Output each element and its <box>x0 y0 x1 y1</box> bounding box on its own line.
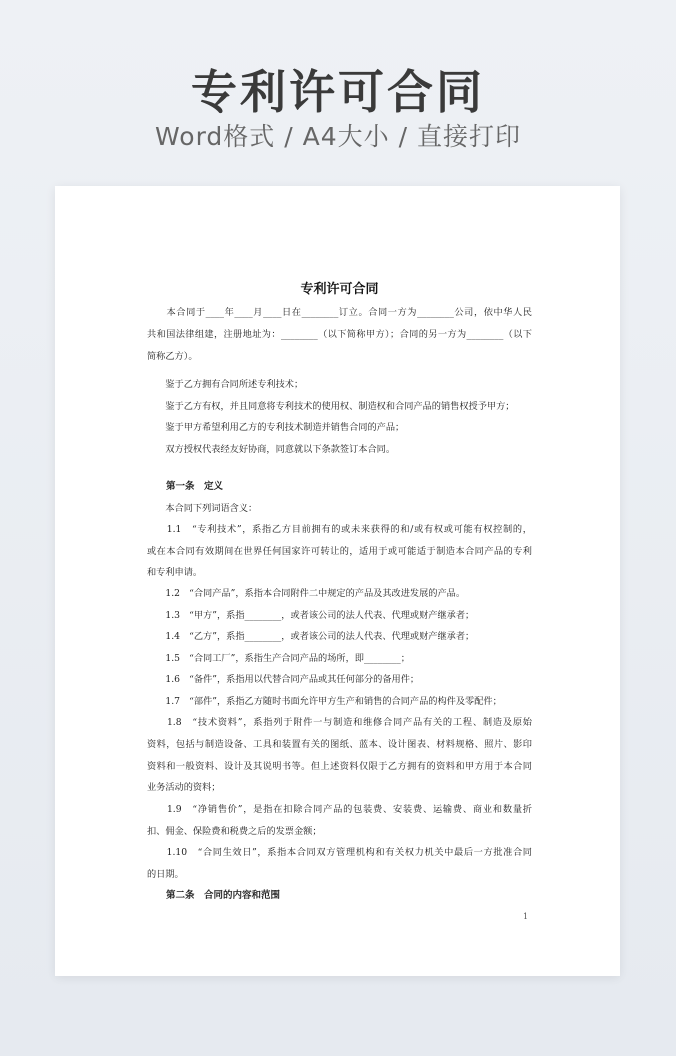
paragraph-line: 1.8 “技术资料”，系指列于附件一与制造和维修合同产品有关的工程、制造及原始 <box>147 717 532 728</box>
banner-title: 专利许可合同 <box>191 65 485 119</box>
paragraph-line: 1.3 “甲方”，系指________，或者该公司的法人代表、代理或财产继承者； <box>147 610 475 621</box>
paragraph-line: 1.2 “合同产品”，系指本合同附件二中规定的产品及其改进发展的产品。 <box>147 588 466 599</box>
paragraph-line: 资料，包括与制造设备、工具和装置有关的图纸、蓝本、设计图表、材料规格、照片、影印 <box>147 739 532 750</box>
section-heading: 第一条 定义 <box>147 481 224 492</box>
banner-subtitle: Word格式 / A4大小 / 直接打印 <box>155 122 521 151</box>
paragraph-line: 1.7 “部件”，系指乙方随时书面允许甲方生产和销售的合同产品的构件及零配件； <box>147 696 502 707</box>
document-page <box>55 186 620 976</box>
paragraph-line: 鉴于乙方有权，并且同意将专利技术的使用权、制造权和合同产品的销售权授予甲方； <box>147 401 515 412</box>
paragraph-line: 的日期。 <box>147 869 184 880</box>
paragraph-line: 扣、佣金、保险费和税费之后的发票金额； <box>147 826 322 837</box>
page-number: 1 <box>523 912 529 921</box>
paragraph-line: 业务活动的资料； <box>147 782 221 793</box>
paragraph-line: 1.6 “备件”，系指用以代替合同产品或其任何部分的备用件； <box>147 674 420 685</box>
paragraph-line: 或在本合同有效期间在世界任何国家许可转让的，适用于或可能适于制造本合同产品的专利 <box>147 546 532 557</box>
paragraph-line: 1.1 “专利技术”，系指乙方目前拥有的或未来获得的和/或有权或可能有权控制的， <box>147 524 532 535</box>
paragraph-line: 1.10 “合同生效日”，系指本合同双方管理机构和有关权力机关中最后一方批准合同 <box>147 847 532 858</box>
document-title: 专利许可合同 <box>300 282 379 297</box>
paragraph-line: 1.4 “乙方”，系指________，或者该公司的法人代表、代理或财产继承者； <box>147 631 475 642</box>
paragraph-line: 1.9 “净销售价”，是指在扣除合同产品的包装费、安装费、运输费、商业和数量折 <box>147 804 532 815</box>
paragraph-line: 简称乙方）。 <box>147 351 198 362</box>
paragraph-line: 本合同下列词语含义： <box>147 503 258 514</box>
paragraph-line: 共和国法律组建，注册地址为：________（以下简称甲方）；合同的另一方为________（以下 <box>147 329 532 340</box>
paragraph-line: 本合同于____年____月____日在________订立。合同一方为________公司，依中华人民 <box>147 307 532 318</box>
paragraph-line: 鉴于甲方希望利用乙方的专利技术制造并销售合同的产品； <box>147 422 405 433</box>
paragraph-line: 鉴于乙方拥有合同所述专利技术； <box>147 379 304 390</box>
paragraph-line: 1.5 “合同工厂”，系指生产合同产品的场所，即________； <box>147 653 410 664</box>
section-heading: 第二条 合同的内容和范围 <box>147 890 281 901</box>
paragraph-line: 双方授权代表经友好协商，同意就以下条款签订本合同。 <box>147 444 396 455</box>
paragraph-line: 和专利申请。 <box>147 567 203 578</box>
paragraph-line: 资料和一般资料、设计及其说明书等。但上述资料仅限于乙方拥有的资料和甲方用于本合同 <box>147 761 532 772</box>
